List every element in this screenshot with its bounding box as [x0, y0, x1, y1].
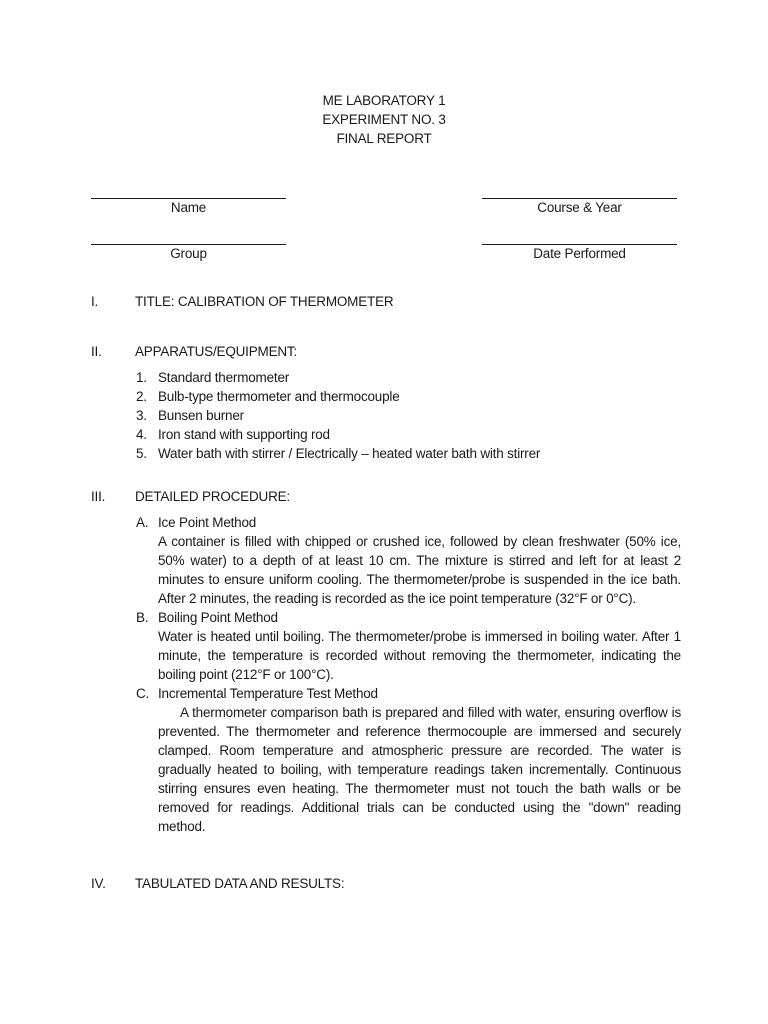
header-line-1: ME LABORATORY 1: [322, 93, 446, 108]
list-marker: C.: [136, 686, 150, 701]
group-label: Group: [170, 246, 207, 261]
procedure-item: [136, 684, 681, 836]
procedure-body: A thermometer comparison bath is prepared and filled with water, ensuring overflow is prevented. The thermometer and reference thermocouple are immersed and securely clamped. Room temperature and atmospheric pressure are recorded. The water is gradually heated to boiling, with temperature readings taken incrementally. Continuous stirring ensures even heating. The thermometer must not touch the bath walls or be removed for readings. Additional trials can be conducted using the "down" reading method.: [158, 705, 681, 834]
section-number: III.: [91, 489, 106, 504]
section-heading: TABULATED DATA AND RESULTS:: [135, 876, 345, 891]
date-performed-blank-line: [482, 244, 677, 245]
list-item-text: Bulb-type thermometer and thermocouple: [158, 389, 400, 404]
list-item: [136, 406, 681, 425]
date-performed-label: Date Performed: [533, 246, 626, 261]
list-marker: 5.: [136, 446, 147, 461]
list-item-text: Iron stand with supporting rod: [158, 427, 330, 442]
course-year-field: [482, 198, 677, 216]
list-marker: 4.: [136, 427, 147, 442]
name-blank-line: [91, 198, 286, 199]
header-line-2: EXPERIMENT NO. 3: [322, 112, 446, 127]
course-year-blank-line: [482, 198, 677, 199]
procedure-body: A container is filled with chipped or crushed ice, followed by clean freshwater (50% ice, 50% water) to a depth of at least 10 cm. The mixture is stirred and left for at least 2 minutes to ensure uniform cooling. The thermometer/probe is suspended in the ice bath. After 2 minutes, the reading is recorded as the ice point temperature (32°F or 0°C).: [158, 534, 681, 606]
list-item: [136, 387, 681, 406]
procedure-body: Water is heated until boiling. The thermometer/probe is immersed in boiling water. After 1 minute, the temperature is recorded without removing the thermometer, indicating the boiling point (212°F or 100°C).: [158, 629, 681, 682]
header-line-3: FINAL REPORT: [336, 131, 432, 146]
name-field: [91, 198, 286, 216]
list-item: [136, 368, 681, 387]
procedure-heading: Boiling Point Method: [158, 610, 278, 625]
course-year-label: Course & Year: [537, 200, 622, 215]
section-heading: APPARATUS/EQUIPMENT:: [135, 344, 298, 359]
name-label: Name: [170, 200, 207, 215]
report-header: [0, 91, 768, 148]
section-number: I.: [91, 294, 99, 309]
apparatus-list: [136, 368, 681, 463]
procedure-item: [136, 513, 681, 608]
section-number: II.: [91, 344, 102, 359]
procedure-list: [136, 513, 681, 836]
procedure-item: [136, 608, 681, 684]
group-field: [91, 244, 286, 262]
date-performed-field: [482, 244, 677, 262]
list-item-text: Bunsen burner: [158, 408, 244, 423]
section-heading: DETAILED PROCEDURE:: [135, 489, 290, 504]
group-blank-line: [91, 244, 286, 245]
list-item-text: Water bath with stirrer / Electrically – heated water bath with stirrer: [158, 446, 541, 461]
list-item-text: Standard thermometer: [158, 370, 290, 385]
list-marker: B.: [136, 610, 149, 625]
list-marker: A.: [136, 515, 149, 530]
section-heading: TITLE: CALIBRATION OF THERMOMETER: [135, 294, 394, 309]
list-marker: 2.: [136, 389, 147, 404]
list-marker: 3.: [136, 408, 147, 423]
procedure-heading: Incremental Temperature Test Method: [158, 686, 378, 701]
list-marker: 1.: [136, 370, 147, 385]
list-item: [136, 425, 681, 444]
list-item: [136, 444, 681, 463]
section-number: IV.: [91, 876, 106, 891]
procedure-heading: Ice Point Method: [158, 515, 257, 530]
